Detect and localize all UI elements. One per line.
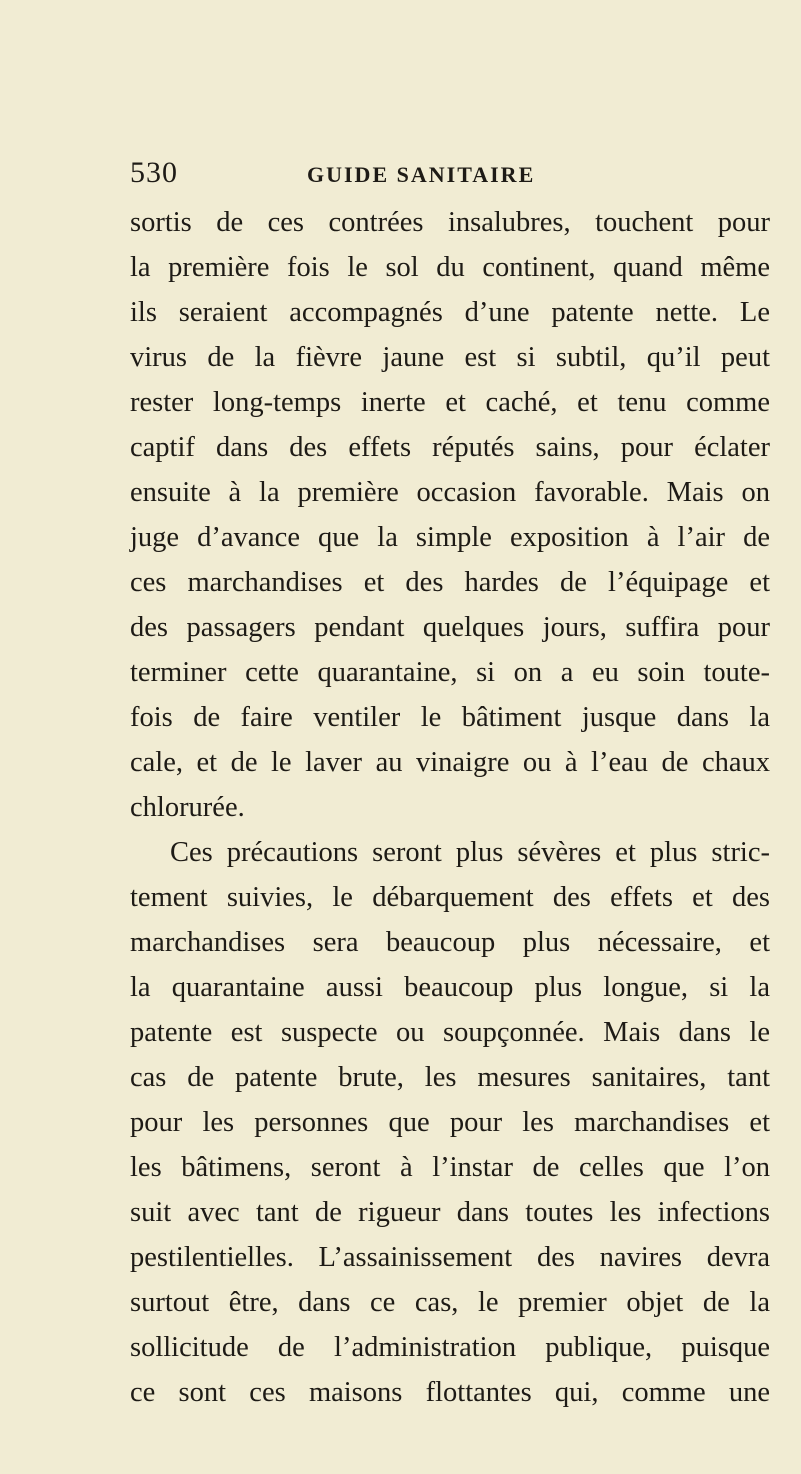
- text-line: terminer cette quarantaine, si on a eu soin toute-: [130, 657, 770, 688]
- text-line: ce sont ces maisons flottantes qui, comme une: [130, 1377, 770, 1408]
- text-line: suit avec tant de rigueur dans toutes les infections: [130, 1197, 770, 1228]
- text-line: cale, et de le laver au vinaigre ou à l’eau de chaux: [130, 747, 770, 778]
- text-line: des passagers pendant quelques jours, suffira pour: [130, 612, 770, 643]
- text-line: patente est suspecte ou soupçonnée. Mais dans le: [130, 1017, 770, 1048]
- text-line: pestilentielles. L’assainissement des navires devra: [130, 1242, 770, 1273]
- text-line: ensuite à la première occasion favorable. Mais on: [130, 477, 770, 508]
- text-line: marchandises sera beaucoup plus nécessaire, et: [130, 927, 770, 958]
- paragraph-first-line: Ces précautions seront plus sévères et plus stric-: [170, 837, 770, 868]
- text-line: virus de la fièvre jaune est si subtil, qu’il peut: [130, 342, 770, 373]
- text-line: les bâtimens, seront à l’instar de celles que l’on: [130, 1152, 770, 1183]
- text-line: sollicitude de l’administration publique, puisque: [130, 1332, 770, 1363]
- body-text: [130, 200, 770, 1415]
- text-line: juge d’avance que la simple exposition à l’air de: [130, 522, 770, 553]
- paragraph-end-line: chlorurée.: [130, 792, 245, 823]
- text-line: pour les personnes que pour les marchandises et: [130, 1107, 770, 1138]
- running-title: GUIDE SANITAIRE: [307, 162, 536, 187]
- page-header: [130, 156, 770, 196]
- text-line: ils seraient accompagnés d’une patente nette. Le: [130, 297, 770, 328]
- text-line: fois de faire ventiler le bâtiment jusque dans la: [130, 702, 770, 733]
- text-line: surtout être, dans ce cas, le premier objet de la: [130, 1287, 770, 1318]
- text-line: tement suivies, le débarquement des effets et des: [130, 882, 770, 913]
- text-line: cas de patente brute, les mesures sanitaires, tant: [130, 1062, 770, 1093]
- text-line: sortis de ces contrées insalubres, touchent pour: [130, 207, 770, 238]
- text-line: ces marchandises et des hardes de l’équipage et: [130, 567, 770, 598]
- text-line: la première fois le sol du continent, quand même: [130, 252, 770, 283]
- text-line: la quarantaine aussi beaucoup plus longue, si la: [130, 972, 770, 1003]
- text-line: rester long-temps inerte et caché, et tenu comme: [130, 387, 770, 418]
- text-line: captif dans des effets réputés sains, pour éclater: [130, 432, 770, 463]
- page-number: 530: [130, 156, 178, 189]
